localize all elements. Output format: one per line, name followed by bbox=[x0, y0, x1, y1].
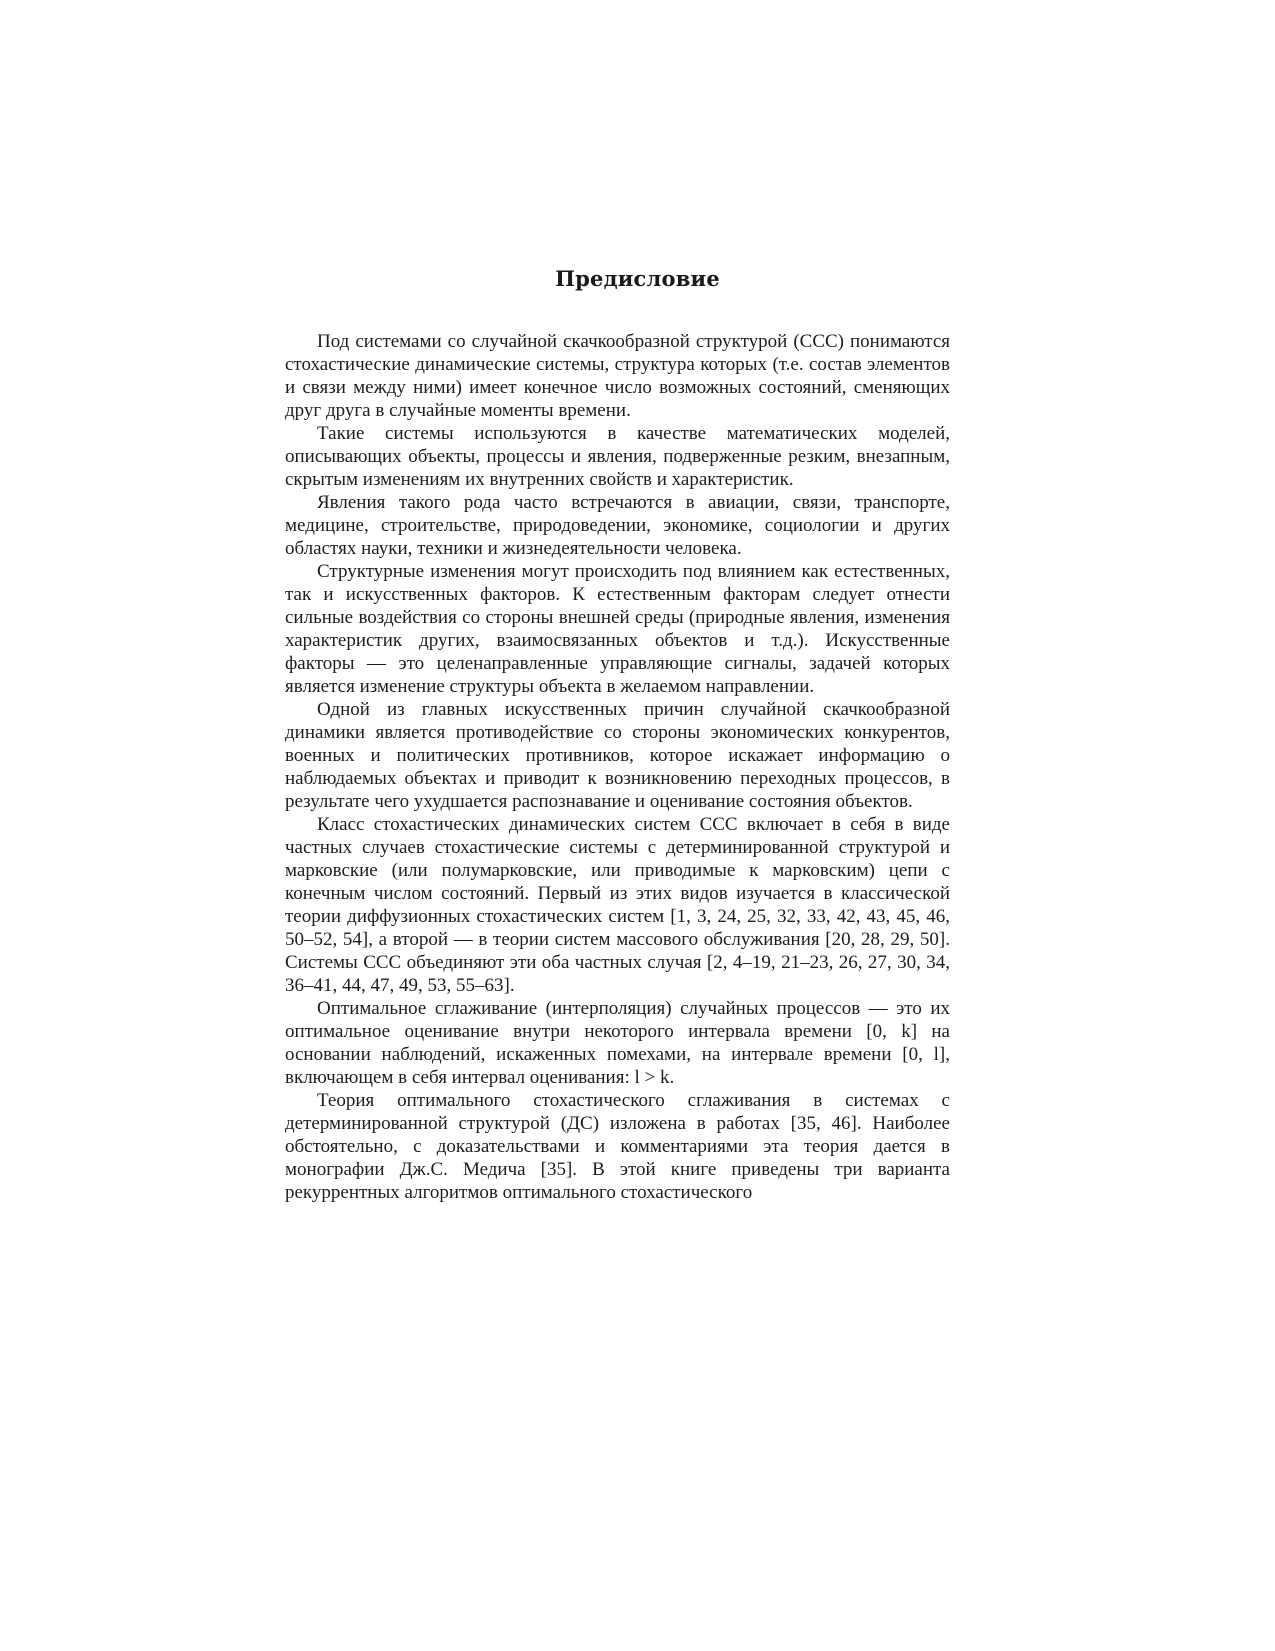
body-text bbox=[285, 330, 950, 1204]
paragraph: Под системами со случайной скачкообразной структурой (ССС) понимаются стохастические динамические системы, структура которых (т.е. состав элементов и связи между ними) имеет конечное число возможных состояний, сменяющих друг друга в случайные моменты времени. bbox=[285, 331, 950, 421]
paragraph: Теория оптимального стохастического сглаживания в системах с детерминированной структурой (ДС) изложена в работах [35, 46]. Наиболее обстоятельно, с доказательствами и комментариями эта теория дается в монографии Дж.С. Медича [35]. В этой книге приведены три варианта рекуррентных алгоритмов оптимального стохастического bbox=[285, 1090, 950, 1203]
paragraph: Структурные изменения могут происходить под влиянием как естественных, так и искусственных факторов. К естественным факторам следует отнести сильные воздействия со стороны внешней среды (природные явления, изменения характеристик других, взаимосвязанных объектов и т.д.). Искусственные факторы — это целенаправленные управляющие сигналы, задачей которых является изменение структуры объекта в желаемом направлении. bbox=[285, 561, 950, 697]
page-title: Предисловие bbox=[555, 266, 720, 291]
paragraph: Явления такого рода часто встречаются в авиации, связи, транспорте, медицине, строительстве, природоведении, экономике, социологии и других областях науки, техники и жизнедеятельности человека. bbox=[285, 492, 950, 559]
paragraph: Такие системы используются в качестве математических моделей, описывающих объекты, процессы и явления, подверженные резким, внезапным, скрытым изменениям их внутренних свойств и характеристик. bbox=[285, 423, 950, 490]
paragraph: Одной из главных искусственных причин случайной скачкообразной динамики является противодействие со стороны экономических конкурентов, военных и политических противников, которое искажает информацию о наблюдаемых объектах и приводит к возникновению переходных процессов, в результате чего ухудшается распознавание и оценивание состояния объектов. bbox=[285, 699, 950, 812]
paragraph: Класс стохастических динамических систем ССС включает в себя в виде частных случаев стохастические системы с детерминированной структурой и марковские (или полумарковские, или приводимые к марковским) цепи с конечным числом состояний. Первый из этих видов изучается в классической теории диффузионных стохастических систем [1, 3, 24, 25, 32, 33, 42, 43, 45, 46, 50–52, 54], а второй — в теории систем массового обслуживания [20, 28, 29, 50]. Системы ССС объединяют эти оба частных случая [2, 4–19, 21–23, 26, 27, 30, 34, 36–41, 44, 47, 49, 53, 55–63]. bbox=[285, 814, 950, 996]
paragraph: Оптимальное сглаживание (интерполяция) случайных процессов — это их оптимальное оценивание внутри некоторого интервала времени [0, k] на основании наблюдений, искаженных помехами, на интервале времени [0, l], включающем в себя интервал оценивания: l > k. bbox=[285, 998, 950, 1088]
